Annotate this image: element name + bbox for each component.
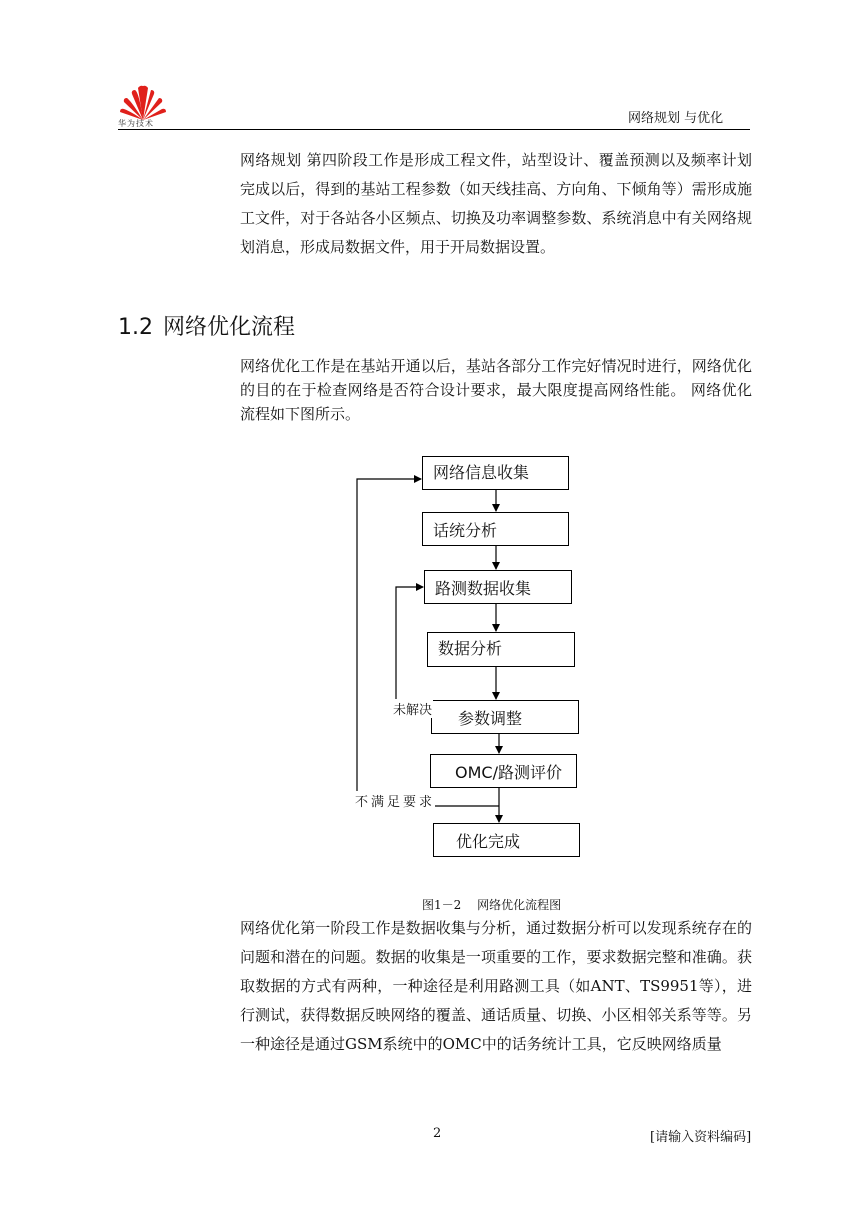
flow-node-parameter-adjustment: 参数调整: [431, 700, 579, 734]
flow-node-data-analysis: 数据分析: [427, 632, 575, 667]
flow-node-network-info-collection: 网络信息收集: [422, 456, 569, 490]
flow-node-optimization-complete: 优化完成: [433, 823, 580, 857]
flow-node-drive-test-collection: 路测数据收集: [424, 570, 572, 604]
doc-code: [请输入资料编码]: [650, 1130, 752, 1145]
header-title: 网络规划 与优化: [628, 111, 724, 126]
header-divider: [118, 129, 750, 130]
section-intro-paragraph: 网络优化工作是在基站开通以后，基站各部分工作完好情况时进行，网络优化的目的在于检查网络是否符合设计要求，最大限度提高网络性能。 网络优化流程如下图所示。: [240, 357, 752, 423]
figure-caption: 图1－2 网络优化流程图: [422, 898, 562, 912]
loop-label-unsatisfied: 不满足要求: [355, 791, 435, 810]
flow-node-traffic-stats-analysis: 话统分析: [422, 512, 569, 546]
loop-label-unresolved: 未解决: [393, 699, 433, 718]
logo-text: 华为技术: [118, 119, 154, 128]
body-paragraph: 网络优化第一阶段工作是数据收集与分析，通过数据分析可以发现系统存在的问题和潜在的问题。数据的收集是一项重要的工作，要求数据完整和准确。获取数据的方式有两种，一种途径是利用路测工具（如ANT、TS9951等），进行测试，获得数据反映网络的覆盖、通话质量、切换、小区相邻关系等等。另一种途径是通过GSM系统中的OMC中的话务统计工具，它反映网络质量: [240, 919, 752, 1053]
section-number: 1.2: [118, 315, 153, 340]
page-number: 2: [433, 1126, 442, 1141]
section-title: 网络优化流程: [163, 315, 296, 340]
section-heading: [118, 310, 295, 341]
flow-node-omc-evaluation: OMC/路测评价: [430, 754, 577, 788]
intro-paragraph: 网络规划 第四阶段工作是形成工程文件，站型设计、覆盖预测以及频率计划完成以后，得到的基站工程参数（如天线挂高、方向角、下倾角等）需形成施工文件，对于各站各小区频点、切换及功率调整参数、系统消息中有关网络规划消息，形成局数据文件，用于开局数据设置。: [240, 151, 752, 256]
